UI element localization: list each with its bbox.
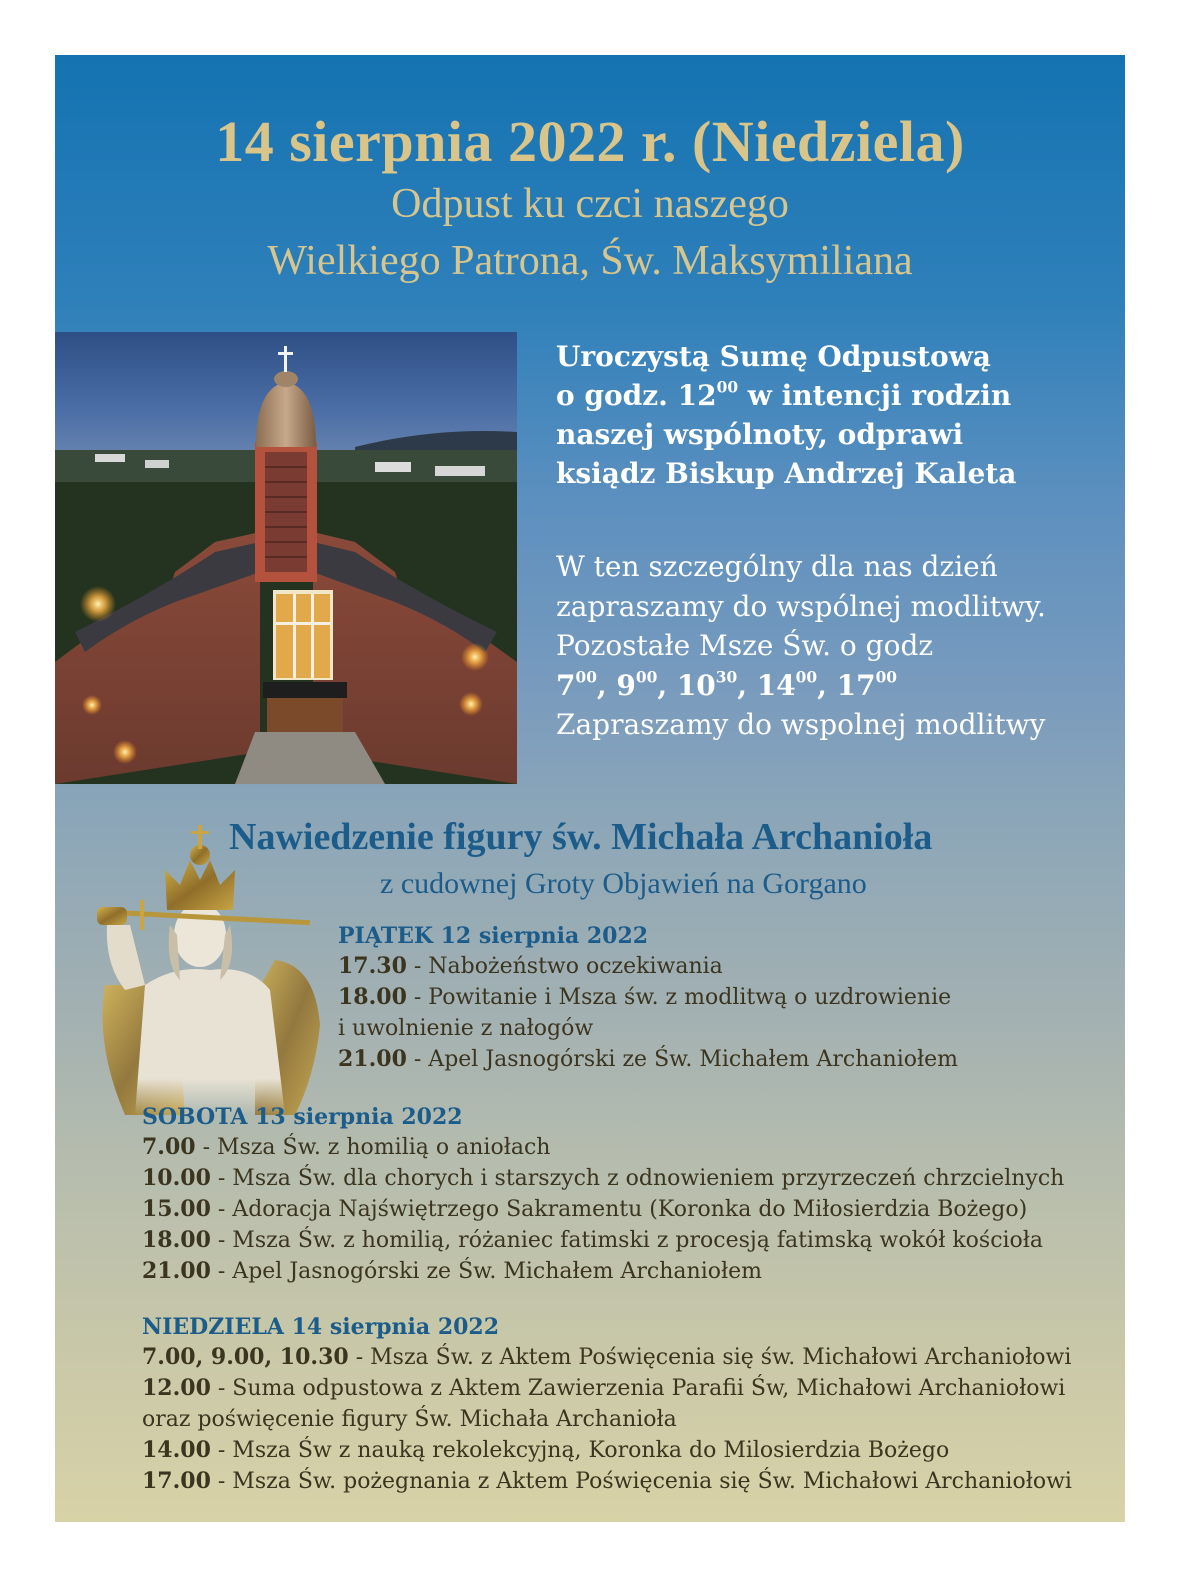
schedule-sunday bbox=[142, 1312, 1072, 1497]
announcement-line-3: naszej wspólnoty, odprawi bbox=[556, 418, 964, 451]
poster bbox=[55, 55, 1125, 1522]
schedule-item: 7.00, 9.00, 10.30 - Msza Św. z Aktem Poświęcenia się św. Michałowi Archaniołowi bbox=[142, 1344, 1072, 1370]
schedule-item-continuation: oraz poświęcenie figury Św. Michała Archanioła bbox=[142, 1407, 677, 1432]
subtitle-line-1: Odpust ku czci naszego bbox=[391, 181, 789, 227]
solemn-mass-announcement bbox=[556, 337, 1016, 493]
schedule-item: 17.30 - Nabożeństwo oczekiwania bbox=[338, 953, 723, 979]
visitation-subtitle: z cudownej Groty Objawień na Gorgano bbox=[380, 867, 867, 900]
mass-times: $7^{00}$, $9^{00}$, $10^{30}$, $14^{00}$, $17^{00}$ bbox=[556, 668, 897, 702]
day-header: PIĄTEK 12 sierpnia 2022 bbox=[338, 923, 649, 949]
day-header: SOBOTA 13 sierpnia 2022 bbox=[142, 1104, 463, 1130]
schedule-item: 18.00 - Msza Św. z homilią, różaniec fatimski z procesją fatimską wokół kościoła bbox=[142, 1227, 1044, 1253]
schedule-saturday bbox=[142, 1102, 1064, 1287]
schedule-item: 21.00 - Apel Jasnogórski ze Św. Michałem Archaniołem bbox=[338, 1046, 958, 1072]
invitation-line-3: Pozostałe Msze Św. o godz bbox=[556, 629, 934, 662]
day-header: NIEDZIELA 14 sierpnia 2022 bbox=[142, 1314, 500, 1340]
invitation-line-5: Zapraszamy do wspolnej modlitwy bbox=[556, 708, 1046, 741]
invitation-line-1: W ten szczególny dla nas dzień bbox=[556, 550, 998, 583]
schedule-item: 10.00 - Msza Św. dla chorych i starszych z odnowieniem przyrzeczeń chrzcielnych bbox=[142, 1165, 1065, 1191]
schedule-item: 12.00 - Suma odpustowa z Aktem Zawierzenia Parafii Św, Michałowi Archaniołowi bbox=[142, 1375, 1066, 1401]
schedule-item: 15.00 - Adoracja Najświętrzego Sakramentu (Koronka do Miłosierdzia Bożego) bbox=[142, 1196, 1028, 1222]
page-title: 14 sierpnia 2022 r. (Niedziela) bbox=[215, 109, 965, 174]
announcement-line-1: Uroczystą Sumę Odpustową bbox=[556, 340, 991, 373]
invitation-line-2: zapraszamy do wspólnej modlitwy. bbox=[556, 589, 1046, 623]
schedule-item: 7.00 - Msza Św. z homilią o aniołach bbox=[142, 1134, 551, 1160]
announcement-line-2: o godz. $12^{00}$ w intencji rodzin bbox=[556, 378, 1012, 412]
visitation-title: Nawiedzenie figury św. Michała Archanioła bbox=[229, 816, 933, 858]
schedule-item: 17.00 - Msza Św. pożegnania z Aktem Poświęcenia się Św. Michałowi Archaniołowi bbox=[142, 1468, 1072, 1494]
announcement-line-4: ksiądz Biskup Andrzej Kaleta bbox=[556, 457, 1017, 490]
invitation-text bbox=[556, 547, 1046, 745]
church-photo bbox=[55, 332, 517, 784]
schedule-item: 18.00 - Powitanie i Msza św. z modlitwą o uzdrowienie bbox=[338, 984, 952, 1010]
schedule-item: 14.00 - Msza Św z nauką rekolekcyjną, Koronka do Milosierdzia Bożego bbox=[142, 1437, 950, 1463]
schedule-item-continuation: i uwolnienie z nałogów bbox=[338, 1016, 594, 1041]
schedule-friday bbox=[338, 921, 958, 1075]
schedule-item: 21.00 - Apel Jasnogórski ze Św. Michałem Archaniołem bbox=[142, 1258, 762, 1284]
subtitle-line-2: Wielkiego Patrona, Św. Maksymiliana bbox=[267, 238, 913, 284]
